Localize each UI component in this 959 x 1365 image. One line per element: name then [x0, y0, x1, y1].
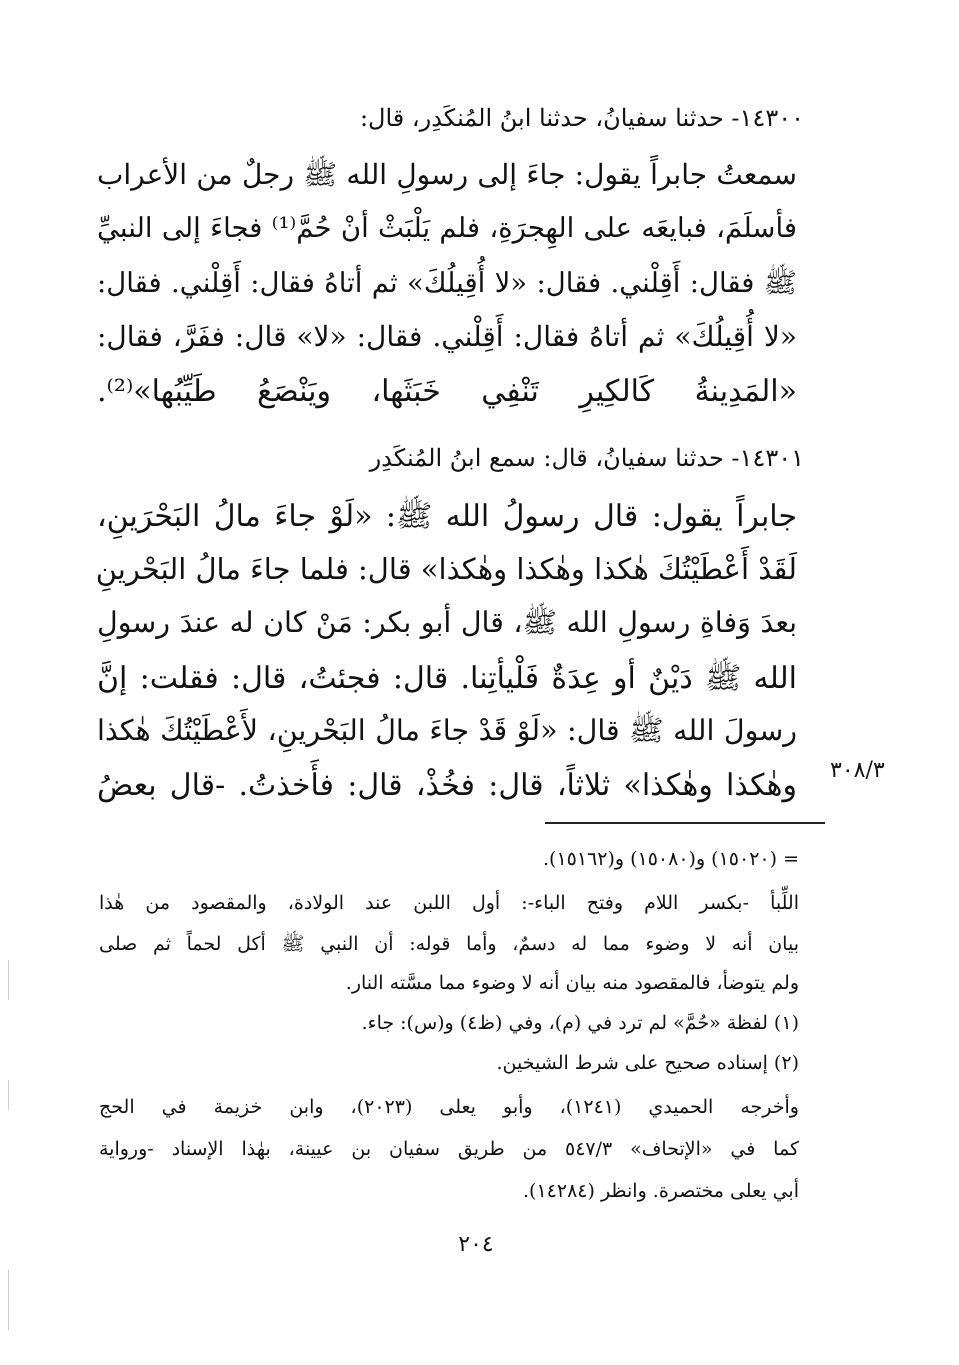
footnote-divider: [545, 822, 825, 824]
footnote-line-4: ولم يتوضأ، فالمقصود منه بيان أنه لا وضوء مما مسَّته النار.: [345, 972, 799, 994]
hadith-14301-header: ١٤٣٠١- حدثنا سفيانُ، قال: سمع ابنُ المُنكَدِر: [369, 444, 804, 472]
hadith-14301-line-3: بعدَ وَفاةِ رسولِ الله ﷺ، قال أبو بكر: مَنْ كان له عندَ رسولِ: [97, 606, 797, 639]
hadith-14300-line-5: «المَدِينةُ كَالكِيرِ تَنْفِي خَبَثَها، ويَنْصَعُ طَيِّبُها»⁽²⁾.: [97, 374, 797, 409]
footnote-line-7: وأخرجه الحميدي (١٢٤١)، وأبو يعلى (٢٠٢٣)، وابن خزيمة في الحج: [99, 1096, 799, 1118]
hadith-14300-line-1: سمعتُ جابراً يقول: جاءَ إلى رسولِ الله ﷺ رجلٌ من الأعراب: [97, 158, 797, 191]
hadith-14301-line-2: لَقَدْ أَعْطَيْتُكَ هٰكذا وهٰكذا وهٰكذا» قال: فلما جاءَ مالُ البَحْرينِ: [95, 552, 797, 586]
page-number: ٢٠٤: [458, 1232, 494, 1257]
hadith-14301-line-5: رسولَ الله ﷺ قال: «لَوْ قَدْ جاءَ مالُ البَحْرينِ، لأَعْطَيْتُكَ هٰكذا: [97, 714, 797, 747]
hadith-14301-line-6: وهٰكذا وهٰكذا» ثلاثاً، قال: فخُذْ، قال: فأَخذتُ. -قال بعضُ: [97, 768, 797, 803]
hadith-14300-line-2: فأسلَمَ، فبايعَه على الهِجرَةِ، فلم يَلْبَثْ أنْ حُمَّ⁽¹⁾ فجاءَ إلى النبيِّ: [97, 212, 797, 244]
scan-edge-mark: [8, 1270, 9, 1330]
hadith-14300-header: ١٤٣٠٠- حدثنا سفيانُ، حدثنا ابنُ المُنكَدِر، قال:: [359, 104, 804, 132]
footnote-2: (٢) إسناده صحيح على شرط الشيخين.: [496, 1052, 799, 1074]
hadith-14300-line-3: ﷺ فقال: أَقِلْني. فقال: «لا أُقِيلُكَ» ثم أتاهُ فقال: أَقِلْني. فقال:: [97, 267, 797, 299]
footnote-line-1: = (١٥٠٢٠) و(١٥٠٨٠) و(١٥١٦٢).: [542, 848, 799, 870]
footnote-line-9: أبي يعلى مختصرة. وانظر (١٤٢٨٤).: [523, 1180, 799, 1202]
footnote-1: (١) لفظة «حُمَّ» لم ترد في (م)، وفي (ظ٤) و(س): جاء.: [361, 1012, 799, 1034]
footnote-line-3: بيان أنه لا وضوء مما له دسمٌ، وأما قوله: أن النبي ﷺ أكل لحماً ثم صلى: [99, 933, 799, 955]
hadith-14300-line-4: «لا أُقِيلُكَ» ثم أتاهُ فقال: أَقِلْني. فقال: «لا» قال: ففَرَّ، فقال:: [97, 320, 797, 353]
footnote-line-2: اللِّبأ -بكسر اللام وفتح الباء-: أول اللبن عند الولادة، والمقصود من هٰذا: [99, 892, 799, 914]
margin-volume-page-reference: ٣٠٨/٣: [830, 758, 885, 783]
hadith-14301-line-1: جابراً يقول: قال رسولُ الله ﷺ: «لَوْ جاءَ مالُ البَحْرَينِ،: [97, 499, 797, 534]
scan-edge-mark: [8, 960, 9, 1000]
hadith-14301-line-4: الله ﷺ دَيْنٌ أو عِدَةٌ فَلْيأتِنا. قال: فجئتُ، قال: فقلت: إنَّ: [97, 661, 797, 696]
scan-edge-mark: [8, 1080, 9, 1110]
footnote-line-8: كما في «الإتحاف» ٥٤٧/٣ من طريق سفيان بن عيينة، بهٰذا الإسناد -ورواية: [99, 1138, 799, 1160]
